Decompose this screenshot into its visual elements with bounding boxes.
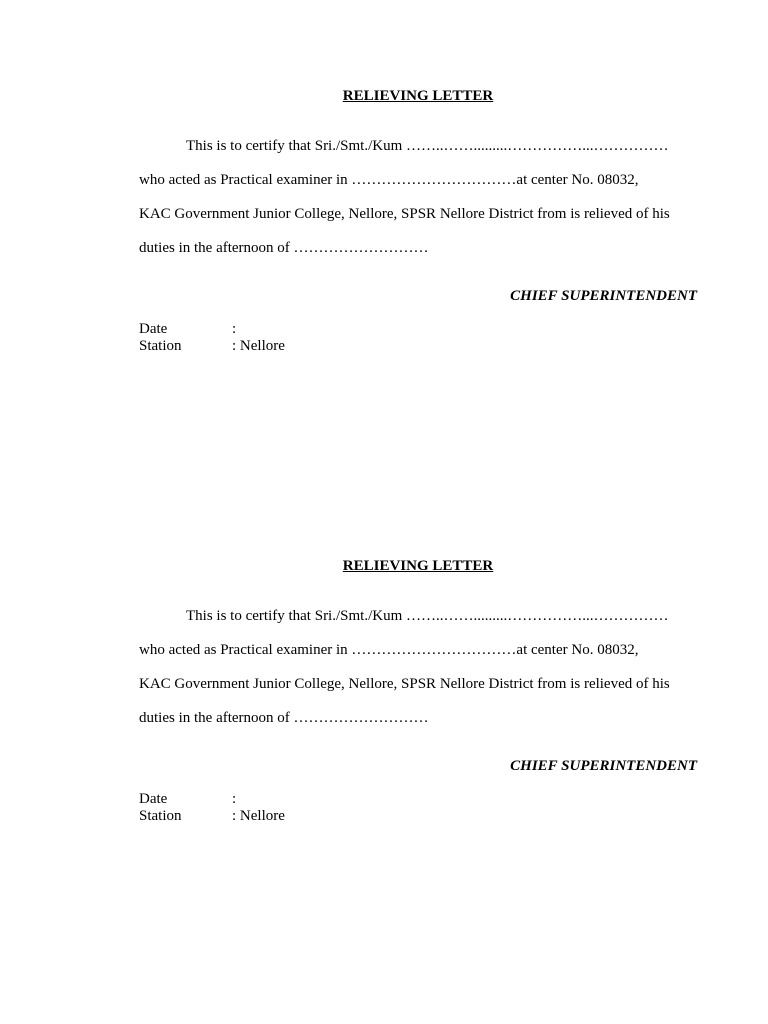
date-value: : bbox=[232, 791, 237, 807]
letter-title: RELIEVING LETTER bbox=[342, 88, 494, 104]
station-value: : Nellore bbox=[232, 808, 285, 824]
date-row bbox=[139, 321, 697, 338]
certify-line: This is to certify that Sri./Smt./Kum ……..…….........……………...…………… bbox=[186, 608, 669, 624]
date-value: : bbox=[232, 321, 237, 337]
duties-line: duties in the afternoon of ……………………… bbox=[139, 710, 429, 726]
date-label: Date bbox=[139, 321, 168, 337]
college-line: KAC Government Junior College, Nellore, SPSR Nellore District from is relieved of his bbox=[139, 206, 670, 222]
signatory-title: CHIEF SUPERINTENDENT bbox=[510, 758, 697, 774]
station-label: Station bbox=[139, 808, 182, 824]
letter-meta bbox=[139, 791, 697, 825]
examiner-line: who acted as Practical examiner in ……………………………at center No. 08032, bbox=[139, 642, 639, 658]
certify-line: This is to certify that Sri./Smt./Kum ……..…….........……………...…………… bbox=[186, 138, 669, 154]
examiner-line: who acted as Practical examiner in ……………………………at center No. 08032, bbox=[139, 172, 639, 188]
date-row bbox=[139, 791, 697, 808]
station-value: : Nellore bbox=[232, 338, 285, 354]
college-line: KAC Government Junior College, Nellore, SPSR Nellore District from is relieved of his bbox=[139, 676, 670, 692]
station-label: Station bbox=[139, 338, 182, 354]
date-label: Date bbox=[139, 791, 168, 807]
relieving-letter-2 bbox=[139, 556, 697, 825]
letter-title: RELIEVING LETTER bbox=[342, 558, 494, 574]
station-row bbox=[139, 808, 697, 825]
relieving-letter-1 bbox=[139, 86, 697, 355]
signatory-title: CHIEF SUPERINTENDENT bbox=[510, 288, 697, 304]
letter-meta bbox=[139, 321, 697, 355]
duties-line: duties in the afternoon of ……………………… bbox=[139, 240, 429, 256]
station-row bbox=[139, 338, 697, 355]
